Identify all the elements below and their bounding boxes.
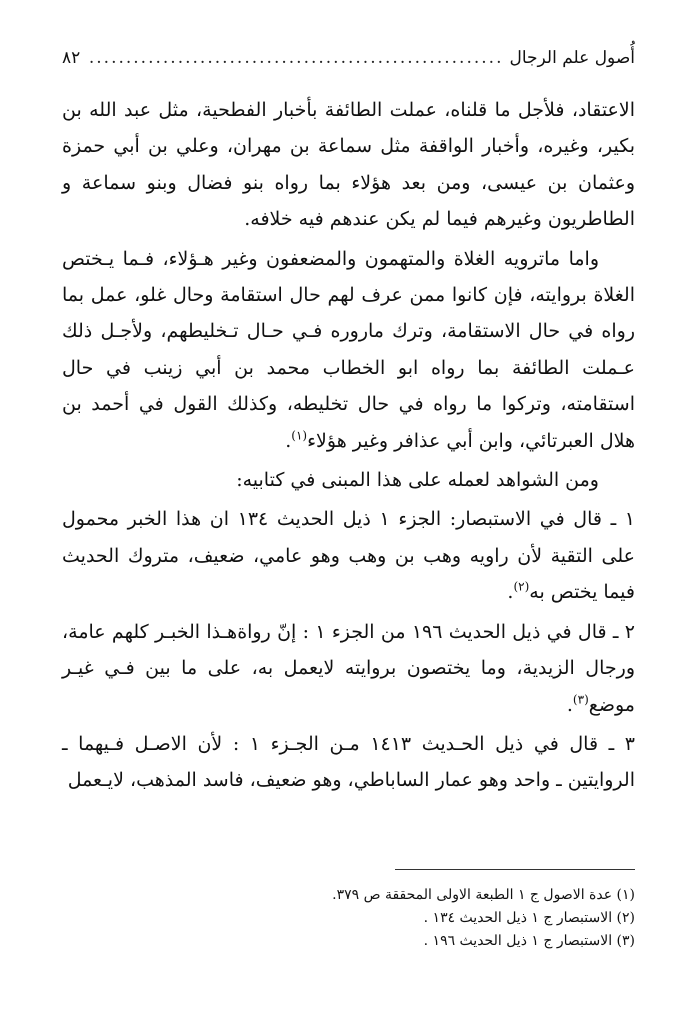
paragraph-5: ٢ ـ قال في ذيل الحديث ١٩٦ من الجزء ١ : إنّ رواةهـذا الخبـر كلهم عامة، ورجال الزيدية، وما يختصون بروايته لايعمل به، على ما بين فـي غيـر موضع$^{(٣)}$. [62, 620, 635, 716]
footnote-ref-3[interactable]: (٣) [572, 692, 589, 707]
footnote-divider [395, 869, 635, 870]
paragraph-1: الاعتقاد، فلأجل ما قلناه، عملت الطائفة بأخبار الفطحية، مثل عبد الله بن بكير، وغيره، وأخبار الواقفة مثل سماعة بن مهران، وعلي بن أبي حمزة وعثمان بن عيسى، ومن بعد هؤلاء بما رواه بنو فضال وبنو سماعة و الطاطريون وغيرهم فيما لم يكن عندهم فيه خلافه. [62, 99, 635, 231]
footnote-ref-1[interactable]: (١) [291, 428, 308, 443]
paragraph-6: ٣ ـ قال في ذيل الحـديث ١٤١٣ مـن الجـزء ١ : لأن الاصـل فـيهما ـ الروايتين ـ واحد وهو عمار الساباطي، وهو ضعيف، فاسد المذهب، لايـعمل [62, 732, 635, 792]
footnote-3: (٣) الاستبصار ج ١ ذيل الحديث ١٩٦ . [423, 933, 635, 949]
paragraph-4: ١ ـ قال في الاستبصار: الجزء ١ ذيل الحديث ١٣٤ ان هذا الخبر محمول على التقية لأن راويه وهب بن وهب وهو عامي، ضعيف، متروك الحديث فيما يختص به$^{(٢)}$. [62, 508, 635, 604]
footnotes [62, 884, 635, 953]
leader-dots [86, 46, 503, 70]
footnote-ref-2[interactable]: (٢) [513, 579, 530, 594]
running-header [62, 46, 635, 70]
page-number: ٨٢ [62, 48, 81, 68]
running-title: أُصول علم الرجال [509, 48, 635, 68]
footnote-1: (١) عدة الاصول ج ١ الطبعة الاولى المحققة ص ٣٧٩. [332, 887, 635, 903]
paragraph-2: واما ماترويه الغلاة والمتهمون والمضعفون وغير هـؤلاء، فـما يـختص الغلاة بروايته، فإن كانوا ممن عرف لهم حال استقامة وحال غلو، عمل بما رواه في حال الاستقامة، وترك ماروره فـي حـال تـخليطهم، ولأجـل ذلك عـملت الطائفة بما رواه ابو الخطاب محمد بن أبي زينب في حال استقامته، وتركوا ما رواه في حال تخليطه، وكذلك القول في أحمد بن هلال العبرتائي، وابن أبي عذافر وغير هؤلاء$^{(١)}$. [62, 247, 635, 452]
main-text [62, 92, 635, 802]
paragraph-3: ومن الشواهد لعمله على هذا المبنى في كتابيه: [236, 469, 599, 492]
footnote-2: (٢) الاستبصار ج ١ ذيل الحديث ١٣٤ . [423, 910, 635, 926]
